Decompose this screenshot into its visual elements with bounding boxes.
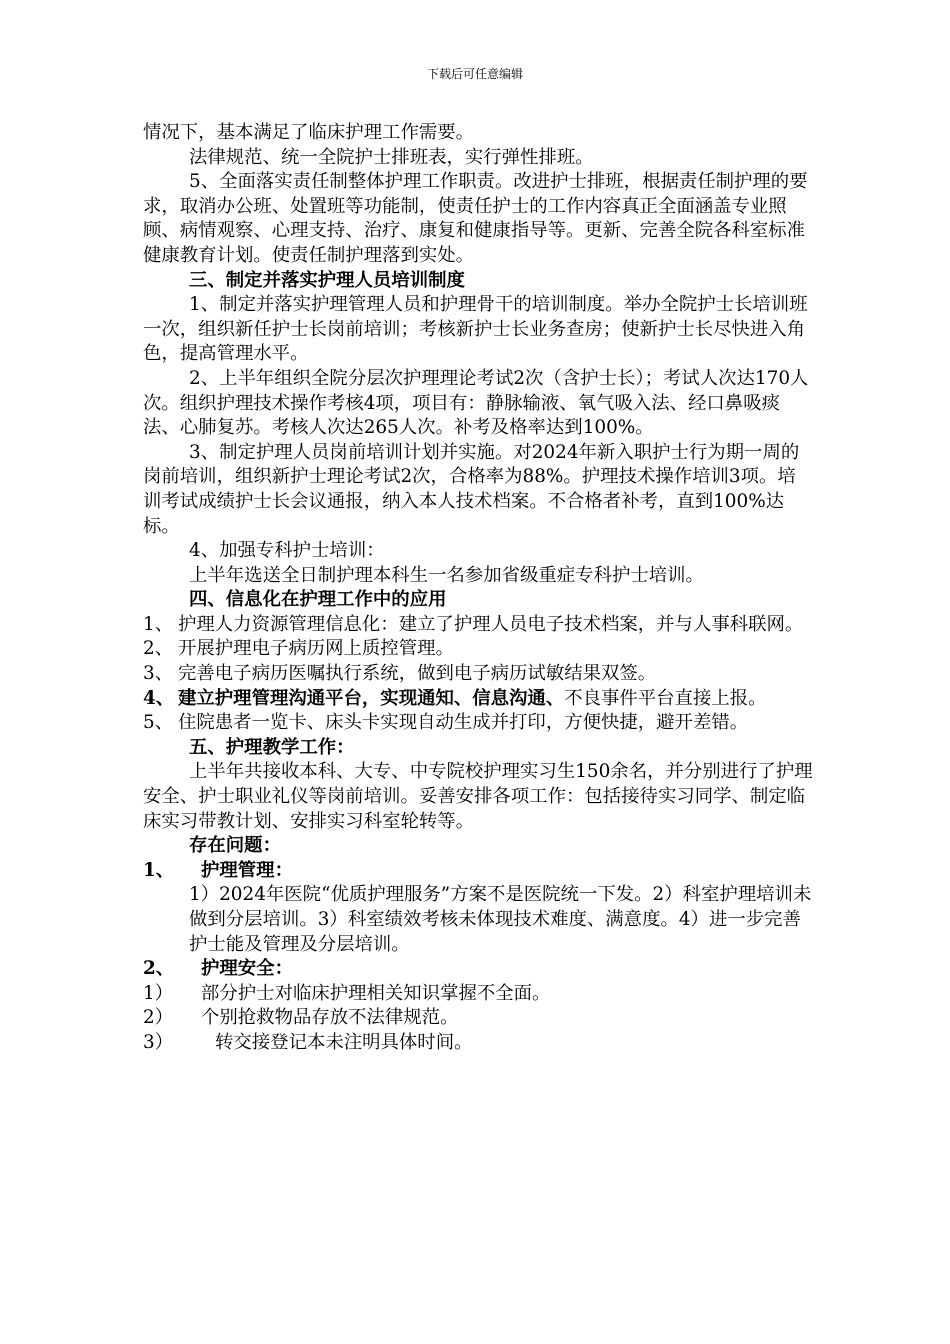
paragraph: 法律规范、统一全院护士排班表，实行弹性排班。 [189, 146, 594, 168]
issue-title: 护理管理： [201, 859, 293, 881]
paragraph: 1）2024年医院“优质护理服务”方案不是医院统一下发。2）科室护理培训未做到分层培训。3）科室绩效考核未体现技术难度、满意度。4）进一步完善护士能及管理及分层培训。 [189, 884, 812, 955]
list-number: 2） [143, 1007, 174, 1029]
list-item [143, 637, 813, 662]
list-item [143, 687, 813, 712]
list-text: 护理人力资源管理信息化：建立了护理人员电子技术档案，并与人事科联网。 [178, 613, 804, 635]
paragraph: 情况下，基本满足了临床护理工作需要。 [143, 122, 475, 143]
paragraph: 上半年选送全日制护理本科生一名参加省级重症专科护士培训。 [189, 564, 704, 586]
document-body [143, 121, 813, 1056]
list-number: 5、 [143, 712, 174, 734]
list-text: 住院患者一览卡、床头卡实现自动生成并打印，方便快捷，避开差错。 [178, 712, 749, 734]
list-text [178, 687, 767, 712]
list-text: 转交接登记本未注明具体时间。 [215, 1031, 473, 1053]
list-number: 1、 [143, 613, 174, 635]
page-header: 下载后可任意编辑 [426, 67, 523, 81]
list-text-bold: 建立护理管理沟通平台，实现通知、信息沟通、 [178, 687, 565, 709]
issue-number: 2、 [143, 958, 175, 980]
paragraph: 1、制定并落实护理管理人员和护理骨干的培训制度。举办全院护士长培训班一次，组织新任护士长岗前培训；考核新护士长业务查房；使新护士长尽快进入角色，提高管理水平。 [143, 294, 808, 365]
paragraph: 3、制定护理人员岗前培训计划并实施。对2024年新入职护士行为期一周的岗前培训，组织新护士理论考试2次，合格率为88%。护理技术操作培训3项。培训考试成绩护士长会议通报，纳入本人技术档案。不合格者补考，直到100%达标。 [143, 441, 800, 537]
list-item [143, 1006, 813, 1031]
list-text: 个别抢救物品存放不法律规范。 [201, 1007, 459, 1029]
issue-heading [143, 859, 813, 884]
list-item [143, 1031, 813, 1056]
section-heading: 四、信息化在护理工作中的应用 [189, 589, 447, 611]
paragraph: 上半年共接收本科、大专、中专院校护理实习生150余名，并分别进行了护理安全、护士职业礼仪等岗前培训。妥善安排各项工作：包括接待实习同学、制定临床实习带教计划、安排实习科室轮转等。 [143, 761, 813, 832]
issue-title: 护理安全： [201, 958, 293, 980]
list-item [143, 982, 813, 1007]
paragraph: 2、上半年组织全院分层次护理理论考试2次（含护士长）；考试人次达170人次。组织护理技术操作考核4项，项目有：静脉输液、氧气吸入法、经口鼻吸痰法、心肺复苏。考核人次达265人次。补考及格率达到100%。 [143, 367, 809, 439]
list-item [143, 662, 813, 687]
list-item [143, 613, 813, 638]
list-number: 3、 [143, 663, 174, 685]
list-number: 3） [143, 1031, 174, 1053]
list-number: 1） [143, 982, 174, 1004]
list-text: 部分护士对临床护理相关知识掌握不全面。 [201, 982, 551, 1004]
paragraph: 4、加强专科护士培训： [189, 540, 385, 562]
section-heading: 三、制定并落实护理人员培训制度 [189, 269, 465, 291]
paragraph: 5、全面落实责任制整体护理工作职责。改进护士排班，根据责任制护理的要求，取消办公班、处置班等功能制，使责任护士的工作内容真正全面涵盖专业照顾、病情观察、心理支持、治疗、康复和健康指导等。更新、完善全院各科室标准健康教育计划。使责任制护理落到实处。 [143, 171, 808, 266]
section-heading: 五、护理教学工作： [189, 736, 355, 758]
issue-number: 1、 [143, 859, 175, 881]
list-text-regular: 不良事件平台直接上报。 [564, 687, 767, 709]
list-text: 完善电子病历医嘱执行系统，做到电子病历试敏结果双签。 [178, 663, 657, 685]
issue-heading [143, 957, 813, 982]
list-text: 开展护理电子病历网上质控管理。 [178, 638, 454, 660]
list-number: 2、 [143, 638, 174, 660]
list-number: 4、 [143, 687, 175, 709]
list-item [143, 711, 813, 736]
section-heading: 存在问题： [189, 835, 281, 857]
